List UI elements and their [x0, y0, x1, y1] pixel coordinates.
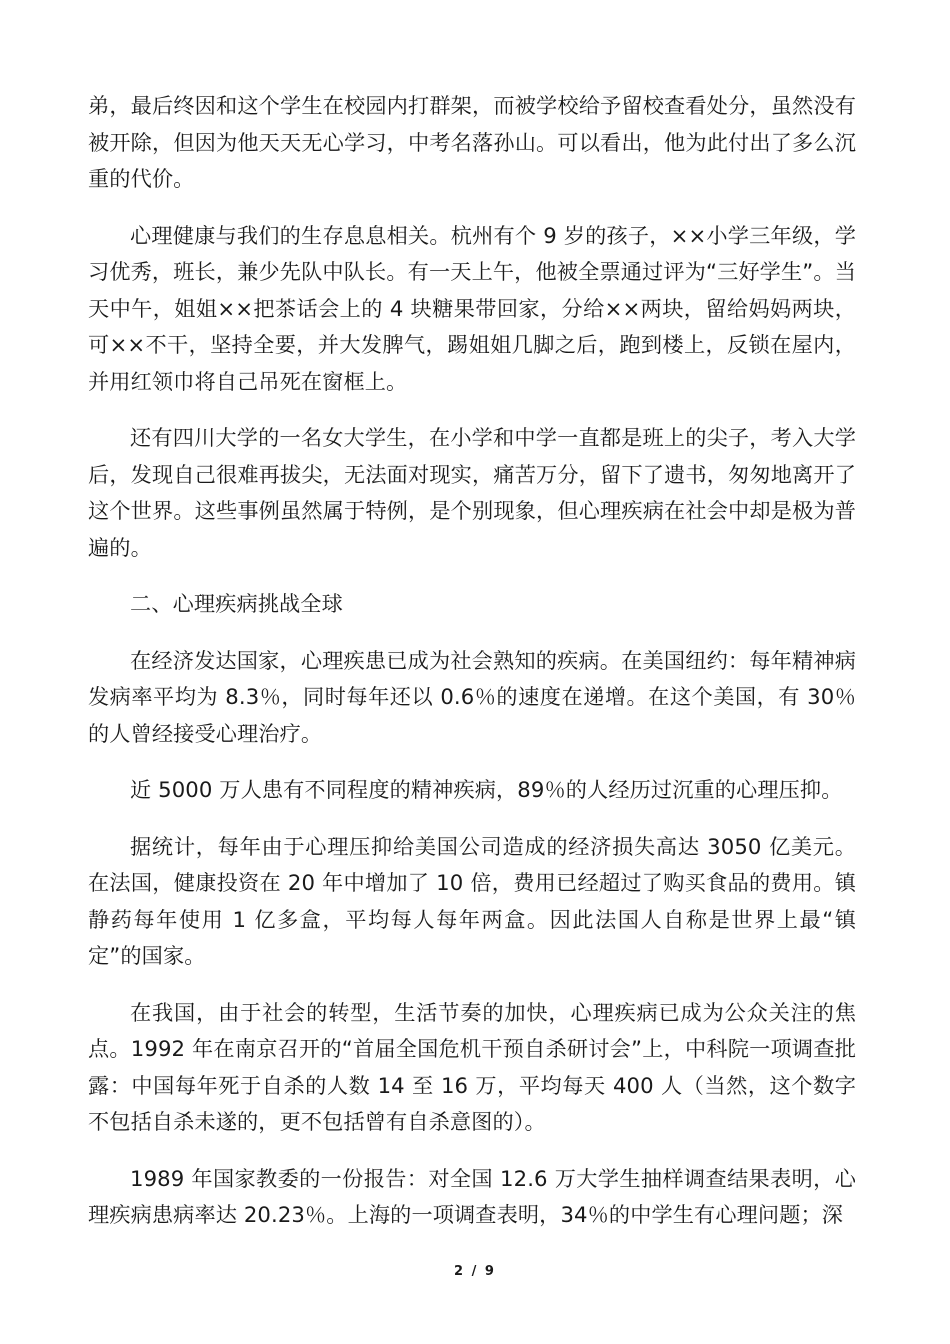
paragraph-developed-countries: 在经济发达国家，心理疾患已成为社会熟知的疾病。在美国纽约：每年精神病发病率平均为 8.3％，同时每年还以 0.6％的速度在递增。在这个美国，有 30％的人曾经接受心理治疗。: [88, 647, 856, 746]
paragraph-student-survey: 1989 年国家教委的一份报告：对全国 12.6 万大学生抽样调查结果表明，心理疾病患病率达 20.23％。上海的一项调查表明，34％的中学生有心理问题；深: [88, 1165, 856, 1227]
paragraph-continuation: 弟，最后终因和这个学生在校园内打群架，而被学校给予留校查看处分，虽然没有被开除，但因为他天天无心学习，中考名落孙山。可以看出，他为此付出了多么沉重的代价。: [88, 93, 856, 191]
document-body: [88, 88, 856, 1254]
paragraph-economic-loss: 据统计，每年由于心理压抑给美国公司造成的经济损失高达 3050 亿美元。在法国，健康投资在 20 年中增加了 10 倍，费用已经超过了购买食品的费用。镇静药每年使用 1 亿多盒，平均每人每年两盒。因此法国人自称是世界上最“镇定”的国家。: [88, 833, 856, 968]
page-number: 2 / 9: [454, 1264, 496, 1279]
paragraph-us-statistics: 近 5000 万人患有不同程度的精神疾病，89％的人经历过沉重的心理压抑。: [130, 777, 843, 802]
paragraph-sichuan-case: 还有四川大学的一名女大学生，在小学和中学一直都是班上的尖子，考入大学后，发现自己很难再拔尖，无法面对现实，痛苦万分，留下了遗书，匆匆地离开了这个世界。这些事例虽然属于特例，是个别现象，但心理疾病在社会中却是极为普遍的。: [88, 425, 856, 560]
paragraph-hangzhou-case: 心理健康与我们的生存息息相关。杭州有个 9 岁的孩子，××小学三年级，学习优秀，班长，兼少先队中队长。有一天上午，他被全票通过评为“三好学生”。当天中午，姐姐××把茶话会上的 4 块糖果带回家，分给××两块，留给妈妈两块，可××不干，坚持全要，并大发脾气，踢姐姐几脚之后，跑到楼上，反锁在屋内，并用红领巾将自己吊死在窗框上。: [88, 222, 856, 394]
paragraph-china-situation: 在我国，由于社会的转型，生活节奏的加快，心理疾病已成为公众关注的焦点。1992 年在南京召开的“首届全国危机干预自杀研讨会”上，中科院一项调查批露：中国每年死于自杀的人数 14 至 16 万，平均每天 400 人（当然，这个数字不包括自杀未遂的，更不包括曾有自杀意图的）。: [88, 999, 856, 1134]
section-heading: 二、心理疾病挑战全球: [130, 591, 343, 616]
